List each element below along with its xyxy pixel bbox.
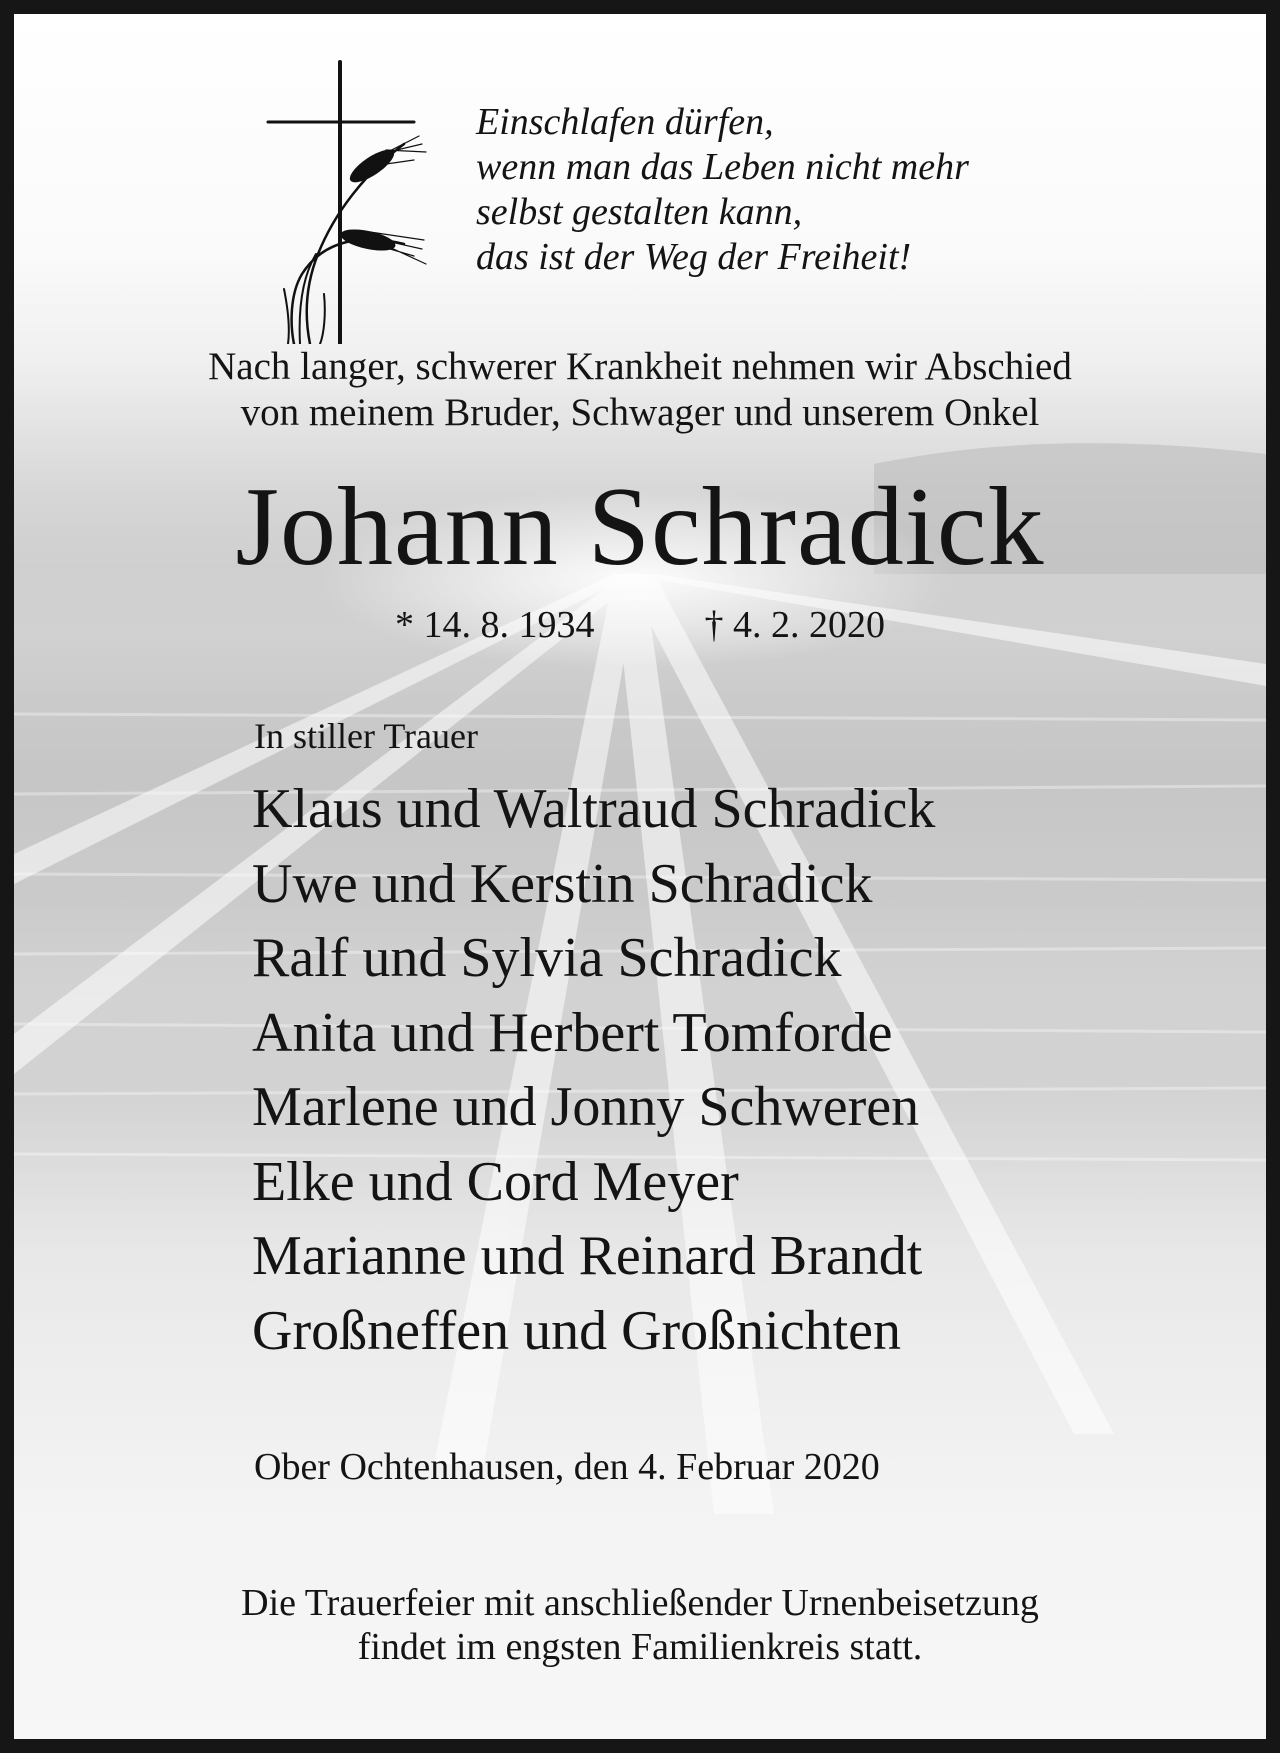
mourners-list [252,772,935,1368]
life-dates [14,602,1266,648]
notice-line: findet im engsten Familienkreis statt. [357,1626,923,1668]
intro-line: von meinem Bruder, Schwager und unserem Onkel [240,391,1040,434]
list-item: Großneffen und Großnichten [252,1299,902,1362]
funeral-notice [14,1581,1266,1669]
list-item: Klaus und Waltraud Schradick [252,778,936,840]
list-item: Uwe und Kerstin Schradick [252,852,873,915]
list-item: Ralf und Sylvia Schradick [252,927,842,989]
poem-line: Einschlafen dürfen, [476,101,774,143]
deceased-name: Johann Schradick [235,465,1045,589]
list-item: Elke und Cord Meyer [252,1150,739,1213]
list-item: Marlene und Jonny Schweren [252,1076,920,1138]
list-item: Anita und Herbert Tomforde [252,1001,893,1064]
place-date: Ober Ochtenhausen, den 4. Februar 2020 [254,1446,880,1488]
intro-text [14,344,1266,436]
poem-line: das ist der Weg der Freiheit! [476,236,912,278]
poem-line: wenn man das Leben nicht mehr [476,146,969,188]
poem-line: selbst gestalten kann, [476,191,803,233]
birth-date: * 14. 8. 1934 [395,604,595,646]
notice-line: Die Trauerfeier mit anschließender Urnenbeisetzung [241,1582,1039,1624]
list-item: Marianne und Reinard Brandt [252,1225,923,1287]
mourning-heading: In stiller Trauer [254,716,478,756]
intro-line: Nach langer, schwerer Krankheit nehmen wir Abschied [208,345,1072,388]
cross-with-wheat-icon [254,44,454,344]
poem [476,100,1176,280]
death-date: † 4. 2. 2020 [704,604,885,646]
